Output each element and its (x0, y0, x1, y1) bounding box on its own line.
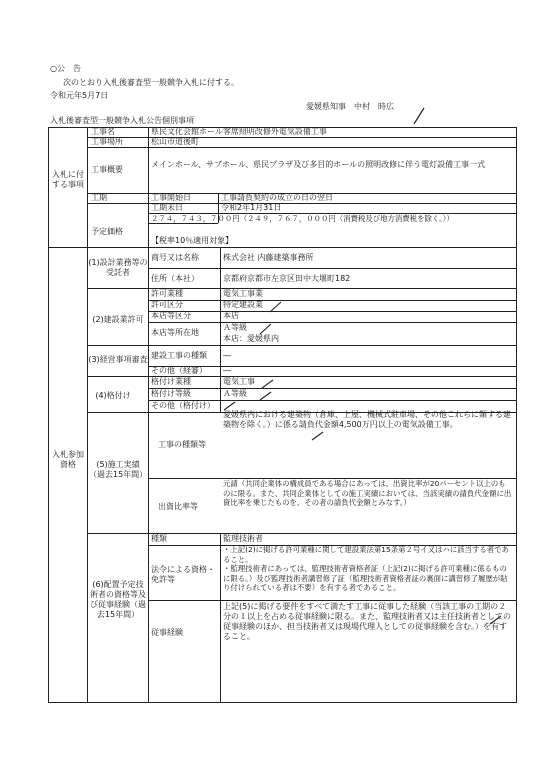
staff-license-value: ・上記(2)に掲げる許可業種に関して建設業法第15条第２号イ又はハに該当する者であること。 ・監理技術者にあっては、監理技術者資格者証（上記(2)に掲げる許可業種に係るものに限る。）及び監理技術者講習修了証（監理技術者資格者証の裏面に講習修了履歴が貼り付けられている者は不要）を有する者であること。 (223, 545, 509, 593)
bid-items-section-label: 入札に付する事項 (52, 170, 84, 189)
row-label-place: 工事場所 (91, 137, 123, 146)
qualification-section-label: 入札参加資格 (52, 450, 84, 469)
design-label: (1)設計業務等の受託者 (88, 258, 148, 277)
row-label-period: 工期 (91, 193, 107, 202)
license-type-label: 許可業種 (151, 289, 183, 298)
row-value-end: 令和2年1月31日 (221, 203, 282, 212)
row-value-price: ２７４，７４３，７００円（２４９，７６７，０００円（消費税及び地方消費税を除く。）） (151, 214, 454, 223)
license-office-value: 本店 (223, 311, 239, 320)
issuer: 愛媛県知事 中村 時広 (306, 102, 394, 111)
staff-license-label: 法令による資格・免許等 (151, 565, 215, 584)
rank-grade-label: 格付け等級 (151, 389, 191, 398)
intro-text: 次のとおり入札後審査型一般競争入札に付する。 (63, 78, 239, 87)
rank-type-label: 格付け業種 (151, 377, 191, 386)
license-type-value: 電気工事業 (223, 289, 263, 298)
license-class-value: 特定建設業 (223, 300, 263, 309)
handwritten-check-mark (310, 430, 326, 442)
license-loc-value-1: Ａ等級 (223, 323, 247, 332)
rank-type-value: 電気工事 (223, 377, 255, 386)
rank-grade-value: Ａ等級 (223, 389, 247, 398)
review-kind-label: 建設工事の種類 (151, 351, 207, 360)
row-label-start: 工事開始日 (151, 193, 191, 202)
design-addr-value: 京都府京都市左京区田中大堰町182 (223, 274, 351, 283)
staff-kind-value: 監理技術者 (223, 534, 263, 543)
row-label-price: 予定価格 (91, 227, 123, 236)
handwritten-check-mark (410, 106, 428, 126)
row-label-outline: 工事概要 (91, 165, 123, 174)
handwritten-check-mark (260, 378, 276, 390)
notice-title: ○公 告 (50, 64, 81, 73)
license-label: (2)建設業許可 (92, 315, 144, 324)
record-ratio-value: 元請（共同企業体の構成員である場合にあっては、出資比率が20パーセント以上のものに限る。また、共同企業体としての施工実績においては、当該実績の請負代金額に出資比率を乗じたものを、その者の請負代金額とみなす。） (223, 479, 512, 508)
design-addr-label: 住所（本社） (151, 274, 199, 283)
license-office-label: 本店等区分 (151, 311, 191, 320)
notice-date: 令和元年5月7日 (50, 91, 109, 100)
handwritten-check-mark (258, 322, 274, 336)
staff-label: (6)配置予定技術者の資格等及び従事経験（過去15年間） (90, 580, 146, 619)
staff-exp-label: 従事経験 (151, 628, 183, 637)
row-label-end: 工期末日 (151, 203, 183, 212)
table-title: 入札後審査型一般競争入札公告個別事項 (50, 116, 194, 125)
staff-kind-label: 種類 (151, 534, 167, 543)
row-value-price-note: 【税率10％適用対象】 (151, 236, 234, 245)
handwritten-check-mark (488, 614, 504, 626)
row-label-name: 工事名 (91, 127, 115, 136)
license-class-label: 許可区分 (151, 300, 183, 309)
design-name-label: 商号又は名称 (151, 253, 199, 262)
row-value-place: 松山市道後町 (151, 137, 199, 146)
license-loc-label: 本店等所在地 (151, 328, 199, 337)
review-other-value: ― (223, 366, 231, 375)
record-kind-value: 愛媛県内における建築物（倉庫、上屋、機械式駐車場、その他これらに類する建築物を除く。）に係る請負代金額4,500万円以上の電気設備工事。 (223, 410, 511, 429)
review-label: (3)経営事項審査 (88, 355, 148, 364)
handwritten-check-mark (268, 300, 284, 314)
staff-exp-value: 上記(5)に掲げる要件をすべて満たす工事に従事した経験（当該工事の工期の２分の１以上を占める従事経験に限る。また、監理技術者又は主任技術者としての従事経験のほか、担当技術者又は現場代理人としての従事経験を含む。）を有すること。 (223, 602, 511, 641)
record-label: (5)施工実績（過去15年間） (89, 460, 148, 479)
row-value-outline: メインホール、サブホール、県民プラザ及び多目的ホールの照明改修に伴う電灯設備工事一式 (151, 160, 486, 169)
review-kind-value: ― (223, 351, 231, 360)
handwritten-check-mark (258, 390, 274, 402)
review-other-label: その他（経審） (151, 366, 207, 375)
design-name-value: 株式会社 内藤建築事務所 (223, 253, 314, 262)
row-value-start: 工事請負契約の成立の日の翌日 (221, 193, 333, 202)
record-kind-label: 工事の種類等 (158, 440, 206, 449)
rank-other-label: その他（格付け） (151, 401, 215, 410)
license-loc-value-2: 本店：愛媛県内 (223, 334, 279, 343)
row-value-name: 県民文化会館ホール客席照明改修外電気設備工事 (151, 127, 327, 136)
rank-label: (4)格付け (95, 391, 131, 400)
record-ratio-label: 出資比率等 (158, 502, 198, 511)
